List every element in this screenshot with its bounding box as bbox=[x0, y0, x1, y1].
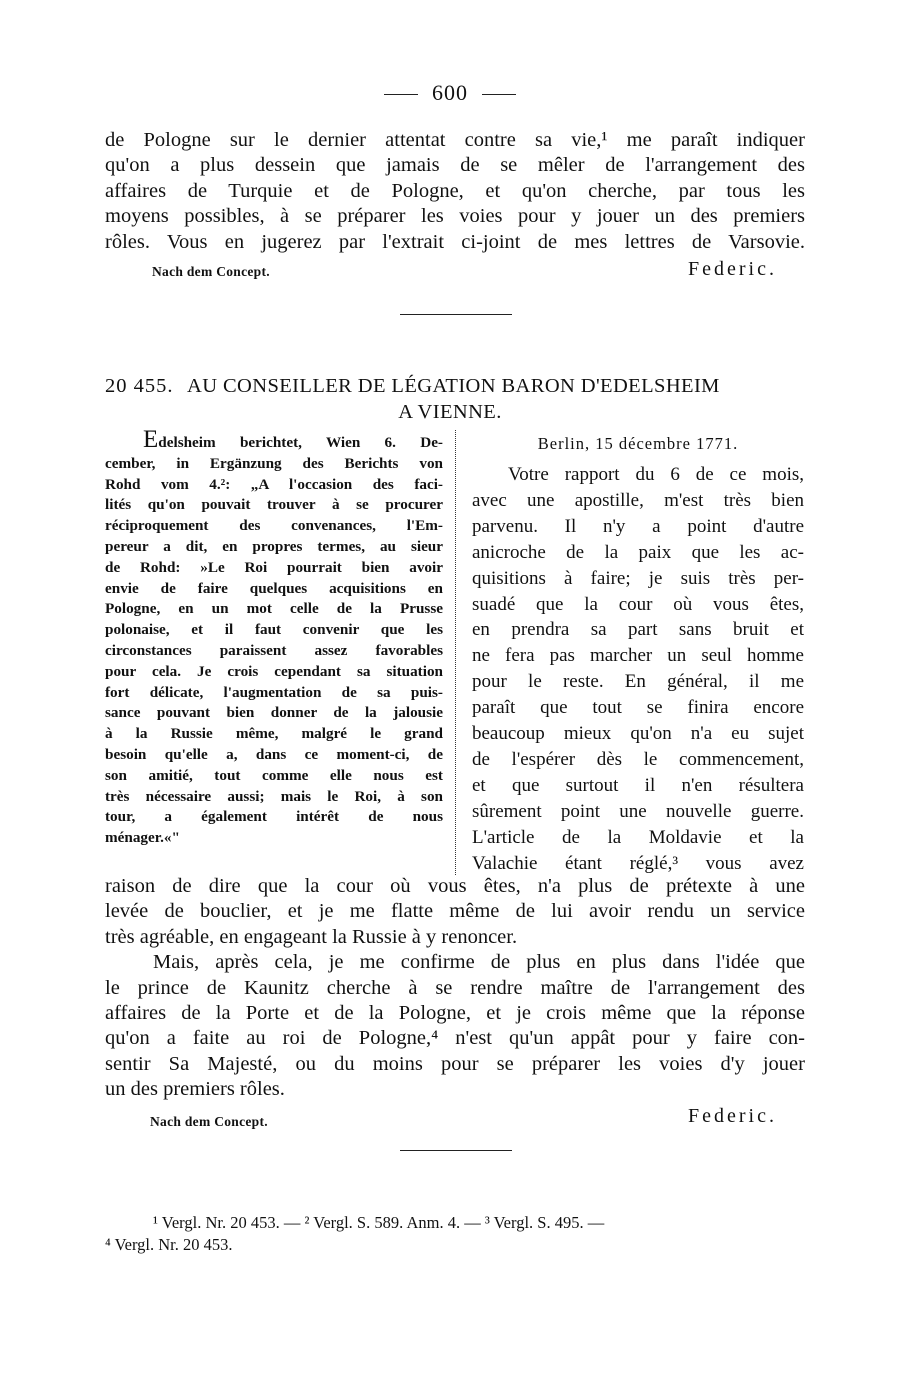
text-line: raison de dire que la cour où vous êtes, n'a plus de prétexte à une bbox=[105, 875, 805, 897]
text-line: sentir Sa Majesté, ou du moins pour se préparer les voies d'y jouer bbox=[105, 1052, 805, 1075]
concept-note: Nach dem Concept. bbox=[150, 1114, 268, 1129]
summary-column bbox=[105, 426, 443, 849]
footnotes bbox=[105, 1212, 805, 1256]
text-line: le prince de Kaunitz cherche à se rendre maître de l'arrangement des bbox=[105, 976, 805, 999]
summary-line: pereur a dit, en propres termes, au sieur bbox=[105, 537, 443, 555]
text-line: très agréable, en engageant la Russie à y renoncer. bbox=[105, 925, 518, 948]
letter-line: Valachie étant réglé,³ vous avez bbox=[472, 852, 804, 874]
letter-line: pour le reste. En général, il me bbox=[472, 671, 804, 693]
letter-line: anicroche de la paix que les ac- bbox=[472, 541, 804, 563]
signature: Federic. bbox=[688, 1105, 777, 1127]
top-paragraph bbox=[105, 128, 805, 255]
letter-line: L'article de la Moldavie et la bbox=[472, 826, 804, 848]
place-date: Berlin, 15 décembre 1771. bbox=[537, 434, 739, 453]
column-separator bbox=[455, 430, 456, 875]
letter-line: suadé que la cour où vous êtes, bbox=[472, 593, 804, 615]
letter-line: beaucoup mieux qu'on n'a eu sujet bbox=[472, 723, 804, 745]
letter-line: de l'espérer dès le commencement, bbox=[472, 748, 804, 770]
summary-line: ménager.«" bbox=[105, 829, 180, 847]
summary-line: polonaise, et il faut convenir que les bbox=[105, 621, 443, 639]
page-number-text: 600 bbox=[432, 80, 468, 105]
section-divider bbox=[400, 314, 512, 315]
summary-line: réciproquement des convenances, l'Em- bbox=[105, 517, 443, 535]
letter-continuation bbox=[105, 874, 805, 1103]
concept-note: Nach dem Concept. bbox=[152, 264, 270, 279]
summary-line: fort délicate, l'augmentation de sa puis- bbox=[105, 683, 443, 701]
text-line: qu'on a faite au roi de Pologne,⁴ n'est qu'un appât pour y faire con- bbox=[105, 1027, 805, 1050]
summary-line: sance pouvant bien donner de la jalousie bbox=[105, 704, 443, 722]
text-line: rôles. Vous en jugerez par l'extrait ci-joint de mes lettres de Varsovie. bbox=[105, 230, 805, 253]
letter-heading-line2: A VIENNE. bbox=[398, 401, 502, 423]
letter-line: parvenu. Il n'y a point d'autre bbox=[472, 515, 804, 537]
letter-line: sûrement point une nouvelle guerre. bbox=[472, 800, 804, 822]
drop-cap: E bbox=[143, 426, 159, 453]
text-line: levée de bouclier, et je me flatte même de lui avoir rendu un service bbox=[105, 900, 805, 923]
summary-line: pour cela. Je crois cependant sa situation bbox=[105, 662, 443, 680]
summary-line: de Rohd: »Le Roi pourrait bien avoir bbox=[105, 558, 443, 576]
summary-line: à la Russie même, malgré le grand bbox=[105, 725, 443, 743]
text-line: affaires de Turquie et de Pologne, et qu'on cherche, par tous les bbox=[105, 179, 805, 202]
page-number bbox=[0, 80, 900, 106]
letter-heading-line1: AU CONSEILLER DE LÉGATION BARON D'EDELSHEIM bbox=[187, 375, 720, 397]
summary-line: cember, in Ergänzung des Berichts von bbox=[105, 454, 443, 472]
text-line: moyens possibles, à se préparer les voies pour y jouer un des premiers bbox=[105, 205, 805, 228]
dash-divider bbox=[482, 94, 516, 95]
letter-line: ne fera pas marcher un seul homme bbox=[472, 645, 804, 667]
text-line: Mais, après cela, je me confirme de plus en plus dans l'idée que bbox=[153, 951, 805, 974]
summary-line: son amitié, tout comme elle nous est bbox=[105, 766, 443, 784]
signature: Federic. bbox=[688, 258, 777, 280]
summary-line: Pologne, en un mot celle de la Prusse bbox=[105, 600, 443, 618]
summary-line: tour, a également intérêt de nous bbox=[105, 808, 443, 826]
dash-divider bbox=[384, 94, 418, 95]
summary-line: Rohd vom 4.²: „A l'occasion des faci- bbox=[105, 475, 443, 493]
letter-line: avec une apostille, m'est très bien bbox=[472, 489, 804, 511]
letter-number: 20 455. bbox=[105, 375, 174, 397]
summary-line: très nécessaire aussi; mais le Roi, à son bbox=[105, 787, 443, 805]
letter-line: Votre rapport du 6 de ce mois, bbox=[508, 464, 804, 485]
text-line: qu'on a plus dessein que jamais de se mêler de l'arrangement des bbox=[105, 154, 805, 177]
summary-line: circonstances paraissent assez favorables bbox=[105, 641, 443, 659]
footnote-line: ¹ Vergl. Nr. 20 453. — ² Vergl. S. 589. Anm. 4. — ³ Vergl. S. 495. — bbox=[153, 1213, 605, 1232]
summary-line: Edelsheim berichtet, Wien 6. De- bbox=[143, 426, 443, 453]
footnote-line: ⁴ Vergl. Nr. 20 453. bbox=[105, 1235, 233, 1254]
text-line: un des premiers rôles. bbox=[105, 1078, 285, 1101]
letter-line: paraît que tout se finira encore bbox=[472, 697, 804, 719]
text-line: affaires de la Porte et de la Pologne, et je crois même que la réponse bbox=[105, 1002, 805, 1025]
letter-line: et que surtout il n'en résultera bbox=[472, 774, 804, 796]
letter-line: en prendra sa part sans bruit et bbox=[472, 619, 804, 641]
text-line: de Pologne sur le dernier attentat contre sa vie,¹ me paraît indiquer bbox=[105, 129, 805, 151]
letter-column bbox=[472, 462, 804, 877]
letter-line: quisitions à faire; je suis très per- bbox=[472, 567, 804, 589]
section-divider bbox=[400, 1150, 512, 1151]
letter-heading bbox=[105, 375, 805, 398]
summary-line: envie de faire quelques acquisitions en bbox=[105, 579, 443, 597]
summary-line: besoin qu'elle a, dans ce moment-ci, de bbox=[105, 745, 443, 763]
summary-line: lités qu'on pouvait trouver à se procurer bbox=[105, 496, 443, 514]
